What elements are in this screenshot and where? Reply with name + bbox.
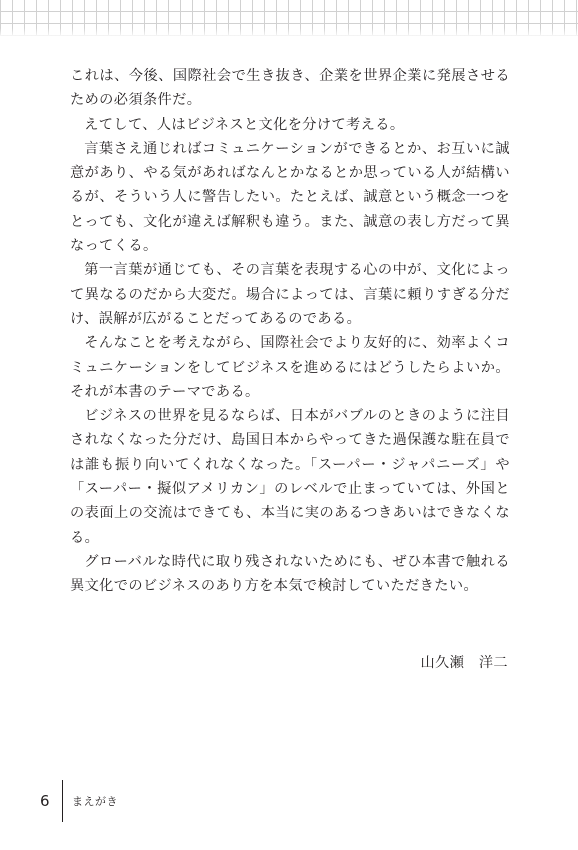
paragraph: ビジネスの世界を見るならば、日本がバブルのときのように注目されなくなった分だけ、島国日本からやってきた過保護な駐在員では誰も振り向いてくれなくなった。「スーパー・ジャパニーズ」や「スーパー・擬似アメリカン」のレベルで止まっていては、外国との表面上の交流はできても、本当に実のあるつきあいはできなくなる。 [70, 408, 510, 546]
paragraph: そんなことを考えながら、国際社会でより友好的に、効率よくコミュニケーションをしてビジネスを進めるにはどうしたらよいか。それが本書のテーマである。 [70, 335, 510, 400]
page-number: 6 [40, 792, 50, 810]
footer-divider [62, 780, 63, 822]
paragraph: グローバルな時代に取り残されないためにも、ぜひ本書で触れる異文化でのビジネスのあり方を本気で検討していただきたい。 [70, 553, 510, 595]
author-signature: 山久瀬 洋二 [420, 655, 508, 671]
paragraph: えてして、人はビジネスと文化を分けて考える。 [84, 116, 405, 133]
page-footer [40, 780, 118, 822]
running-head: まえがき [72, 795, 118, 808]
paragraph: これは、今後、国際社会で生き抜き、企業を世界企業に発展させるための必須条件だ。 [70, 68, 510, 109]
header-grid-fade [0, 28, 578, 38]
paragraph: 第一言葉が通じても、その言葉を表現する心の中が、文化によって異なるのだから大変だ。場合によっては、言葉に頼りすぎる分だけ、誤解が広がることだってあるのである。 [70, 262, 510, 327]
paragraph: 言葉さえ通じればコミュニケーションができるとか、お互いに誠意があり、やる気があればなんとかなるとか思っている人が結構いるが、そういう人に警告したい。たとえば、誠意という概念一つをとっても、文化が違えば解釈も違う。また、誠意の表し方だって異なってくる。 [70, 140, 510, 255]
body-text [70, 64, 510, 599]
